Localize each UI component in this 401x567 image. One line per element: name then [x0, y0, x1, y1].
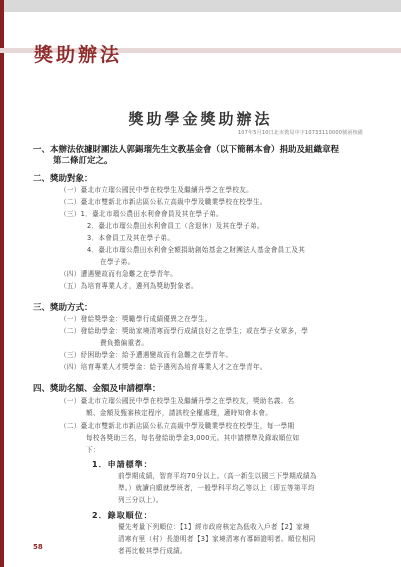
target-item: （五）為培育專業人才，遴列為獎助對象者。: [60, 282, 198, 290]
order-line: 者再比較其學行成績。: [118, 547, 187, 555]
target-item: （四）遭遇變故而有急難之在學青年。: [60, 270, 178, 278]
method-item: （四）培育專業人才獎學金：給予遴列為培育專業人才之在學青年。: [60, 363, 267, 371]
chapter-header: [0, 40, 401, 70]
admission-order-heading: 2．錄取順位：: [92, 511, 153, 520]
section-4-heading: 四、獎助名額、金額及申請標準：: [33, 384, 161, 394]
page-number: 58: [33, 543, 43, 551]
section-3-heading: 三、獎助方式：: [33, 303, 93, 313]
target-item: （一）臺北市立瑠公國民中學在校學生及繼續升學之在學校友。: [60, 186, 254, 194]
target-item: 3．本會員工及其在學子弟。: [87, 234, 175, 242]
top-border: [4, 0, 401, 12]
quota-item: 額、金額及甄審核定程序，請該校全權處理，適時知會本會。: [86, 409, 273, 417]
target-item: 2．臺北市瑠公農田水利會員工（含退休）及其在學子弟。: [87, 222, 264, 230]
target-item: （三）1．臺北市瑠公農田水利會會員及其在學子弟。: [60, 210, 224, 218]
target-item: 4．臺北市瑠公農田水利會全額捐助創始基金之財團法人基金會員工及其: [87, 246, 306, 254]
application-criteria-heading: 1．申請標準：: [92, 460, 153, 469]
method-item: （三）紓困助學金：給予遭遇變故而有急難之在學青年。: [60, 351, 233, 359]
criteria-line: 前學期成績，智育平均70分以上。（高一新生以國三下學期成績為: [118, 472, 317, 480]
method-item: 費負擔偏重者。: [100, 339, 149, 347]
section-1: [33, 145, 339, 167]
quota-item: 下：: [86, 446, 100, 454]
section-1-line-1: 一、本辦法依據財團法人郭錫瑠先生文教基金會（以下簡稱本會）捐助及組織章程: [33, 145, 340, 155]
section-1-line-2: 第二條訂定之。: [53, 156, 113, 166]
left-border: [0, 0, 4, 567]
section-2-heading: 二、獎助對象：: [33, 174, 93, 184]
quota-item: （一）臺北市立瑠公國民中學在校學生及繼續升學之在學校友，獎助名義、名: [60, 397, 295, 405]
method-item: （一）發給獎學金：獎勵學行成績優異之在學生。: [60, 315, 212, 323]
order-line: 優先考量下列順位：【1】經市政府核定為低收入戶者【2】家境: [118, 523, 310, 531]
method-item: （二）發給助學金：獎助家境清寒而學行成績良好之在學生；或在學子女眾多，學: [60, 327, 309, 335]
criteria-line: 列三分以上）。: [118, 496, 163, 504]
document-title: 獎助學金獎助辦法: [128, 110, 273, 128]
quota-item: （二）臺北市雙新北市新店區公私立高級中學及職業學校在校學生，每一學期: [60, 422, 295, 430]
quota-item: 每校各獎助三名，每名發給助學金3,000元。其申請標準及錄取順位如: [86, 434, 300, 442]
chapter-title: 獎助辦法: [34, 44, 123, 66]
target-item: 在學子弟。: [100, 258, 135, 266]
criteria-line: 準。）就讀自願就學班者，一般學科平均乙等以上（即五等第平均: [118, 484, 315, 492]
approval-note: 107年5月10日北市教局中字10733110000號函核備: [237, 130, 363, 136]
order-line: 清寒有里（村）長證明者【3】家境清寒有導師證明者。順位相同: [118, 535, 316, 543]
target-item: （二）臺北市雙新北市新店區公私立高級中學及職業學校在校學生。: [60, 198, 267, 206]
